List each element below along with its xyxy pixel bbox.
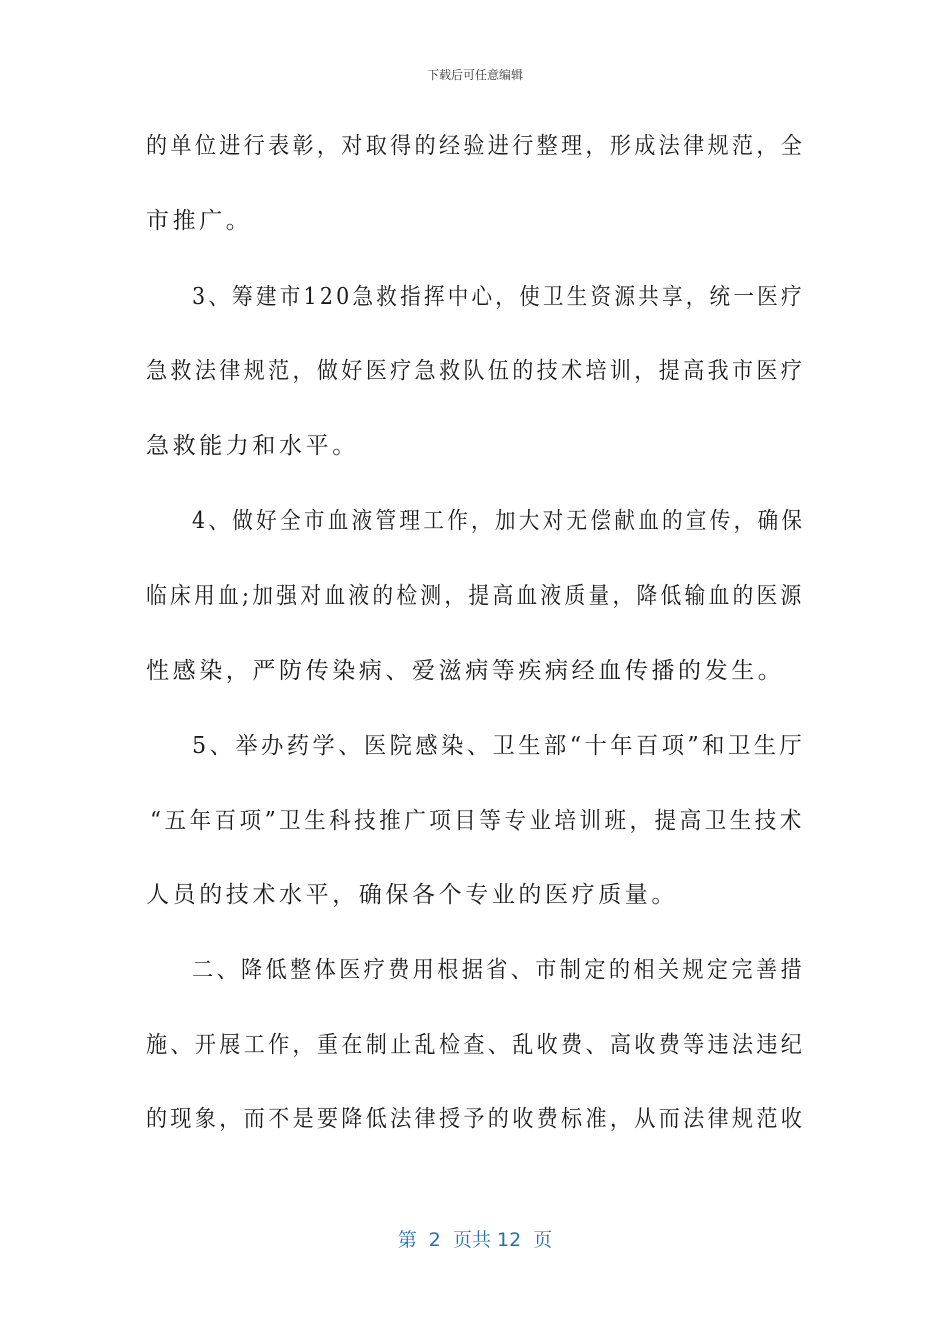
text-line: 4、做好全市血液管理工作，加大对无偿献血的宣传，确保 <box>192 508 806 534</box>
text-line: 二、降低整体医疗费用根据省、市制定的相关规定完善措 <box>192 957 805 983</box>
text-line: 急救法律规范，做好医疗急救队伍的技术培训，提高我市医疗 <box>146 358 806 384</box>
page-header: 下载后可任意编辑 <box>426 68 523 82</box>
text-line: 的单位进行表彰，对取得的经验进行整理，形成法律规范，全 <box>146 133 806 159</box>
text-line: 急救能力和水平。 <box>146 433 359 459</box>
text-line: 人员的技术水平，确保各个专业的医疗质量。 <box>146 882 678 908</box>
text-line: “五年百项”卫生科技推广项目等专业培训班，提高卫生技术 <box>150 808 805 834</box>
text-line: 3、筹建市120急救指挥中心，使卫生资源共享，统一医疗 <box>192 284 805 310</box>
text-line: 施、开展工作，重在制止乱检查、乱收费、高收费等违法违纪 <box>146 1032 806 1058</box>
page-number-footer: 第 2 页共 12 页 <box>397 1229 553 1251</box>
text-line: 5、举办药学、医院感染、卫生部“十年百项”和卫生厅 <box>192 733 806 759</box>
text-line: 性感染，严防传染病、爱滋病等疾病经血传播的发生。 <box>146 658 785 684</box>
text-line: 的现象，而不是要降低法律授予的收费标准，从而法律规范收 <box>146 1106 806 1132</box>
text-line: 市推广。 <box>146 208 253 234</box>
text-line: 临床用血;加强对血液的检测，提高血液质量，降低输血的医源 <box>146 583 805 609</box>
